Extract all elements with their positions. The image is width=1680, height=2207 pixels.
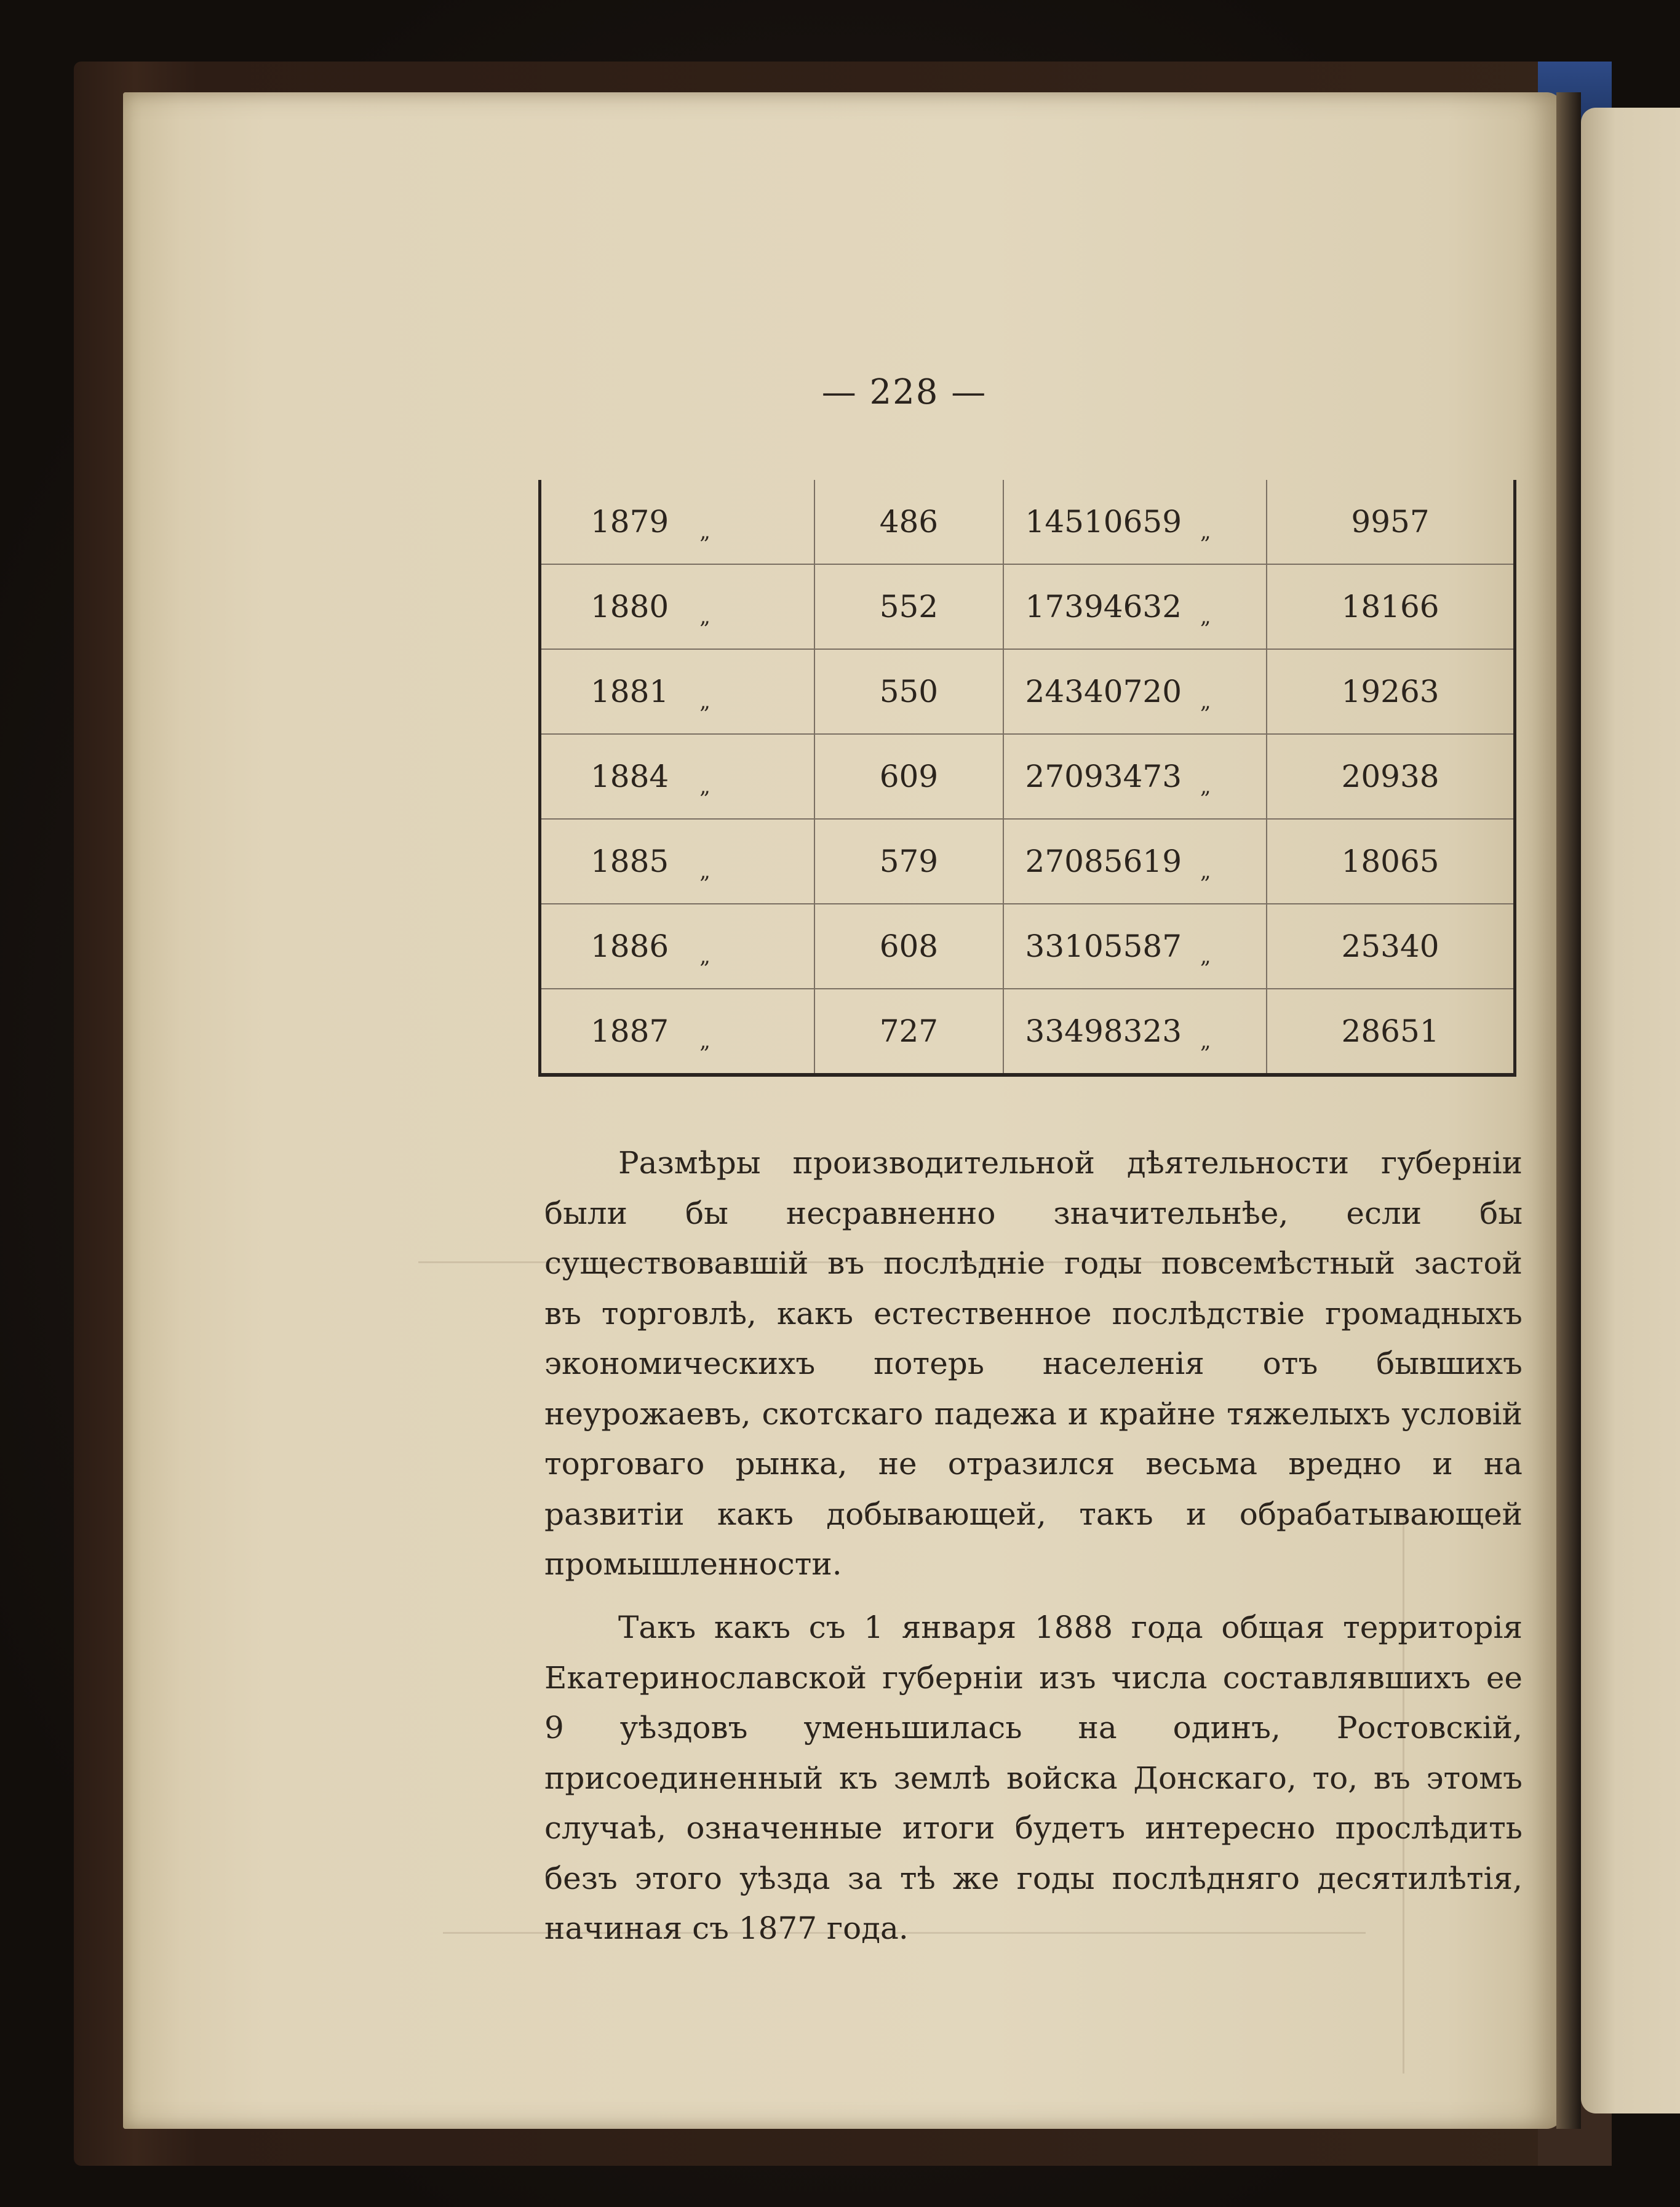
workers-cell: 28651 xyxy=(1341,1013,1439,1049)
count-cell: 608 xyxy=(814,904,1003,989)
paragraph: Размѣры производительной дѣятельности губерніи были бы несравненно значительнѣе, если бы существовавшій въ послѣдніе годы повсемѣстный застой въ торговлѣ, какъ естественное послѣдствіе громадныхъ экономическихъ потерь населенія отъ бывшихъ неурожаевъ, скотскаго падежа и крайне тяжелыхъ условій торговаго рынка, не отразился весьма вредно и на развитіи какъ добывающей, такъ и обрабатывающей промышленности. xyxy=(544,1145,1523,1582)
count-cell: 579 xyxy=(814,819,1003,904)
sum-cell: 24340720 $_„$ xyxy=(1003,649,1267,734)
count-cell: 486 xyxy=(814,480,1003,564)
table-row xyxy=(540,564,1515,649)
sum-cell: 33105587 $_„$ xyxy=(1003,904,1267,989)
book-gutter xyxy=(1556,92,1581,2129)
count-cell: 552 xyxy=(814,564,1003,649)
year-cell: 1885 $_„$ xyxy=(540,819,815,904)
year-cell: 1886 $_„$ xyxy=(540,904,815,989)
workers-cell: 9957 xyxy=(1267,480,1515,564)
table-row xyxy=(540,904,1515,989)
workers-cell: 19263 xyxy=(1267,649,1515,734)
sum-cell: 14510659 $_„$ xyxy=(1003,480,1267,564)
table-row xyxy=(540,480,1515,564)
year-cell: 1884 $_„$ xyxy=(540,734,815,819)
facing-page-edge xyxy=(1581,108,1680,2113)
workers-cell: 25340 xyxy=(1267,904,1515,989)
sum-cell: 17394632 $_„$ xyxy=(1003,564,1267,649)
table-row xyxy=(540,819,1515,904)
year-cell: 1880 $_„$ xyxy=(540,564,815,649)
workers-cell: 20938 xyxy=(1267,734,1515,819)
count-cell: 609 xyxy=(814,734,1003,819)
statistics-table xyxy=(538,480,1516,1077)
year-cell: 1881 $_„$ xyxy=(540,649,815,734)
workers-cell: 18065 xyxy=(1267,819,1515,904)
sum-cell: 27093473 $_„$ xyxy=(1003,734,1267,819)
table-row xyxy=(540,989,1515,1075)
paragraph: Такъ какъ съ 1 января 1888 года общая территорія Екатеринославской губерніи изъ числа составлявшихъ ее 9 уѣздовъ уменьшилась на одинъ, Ростовскій, присоединенный къ землѣ войска Донскаго, то, въ этомъ случаѣ, означенные итоги будетъ интересно прослѣдить безъ этого уѣзда за тѣ же годы послѣдняго десятилѣтія, начиная съ 1877 года. xyxy=(544,1610,1523,1946)
sum-cell: 33498323 $_„$ xyxy=(1003,989,1267,1075)
count-cell: 727 xyxy=(814,989,1003,1075)
table-row xyxy=(540,734,1515,819)
year-cell: 1887 $_„$ xyxy=(540,989,815,1075)
workers-cell: 18166 xyxy=(1267,564,1515,649)
year-cell: 1879 $_„$ xyxy=(540,480,815,564)
count-cell: 550 xyxy=(814,649,1003,734)
table-row xyxy=(540,649,1515,734)
page-number: — 228 — xyxy=(821,372,987,412)
book-page xyxy=(123,92,1563,2129)
sum-cell: 27085619 $_„$ xyxy=(1003,819,1267,904)
